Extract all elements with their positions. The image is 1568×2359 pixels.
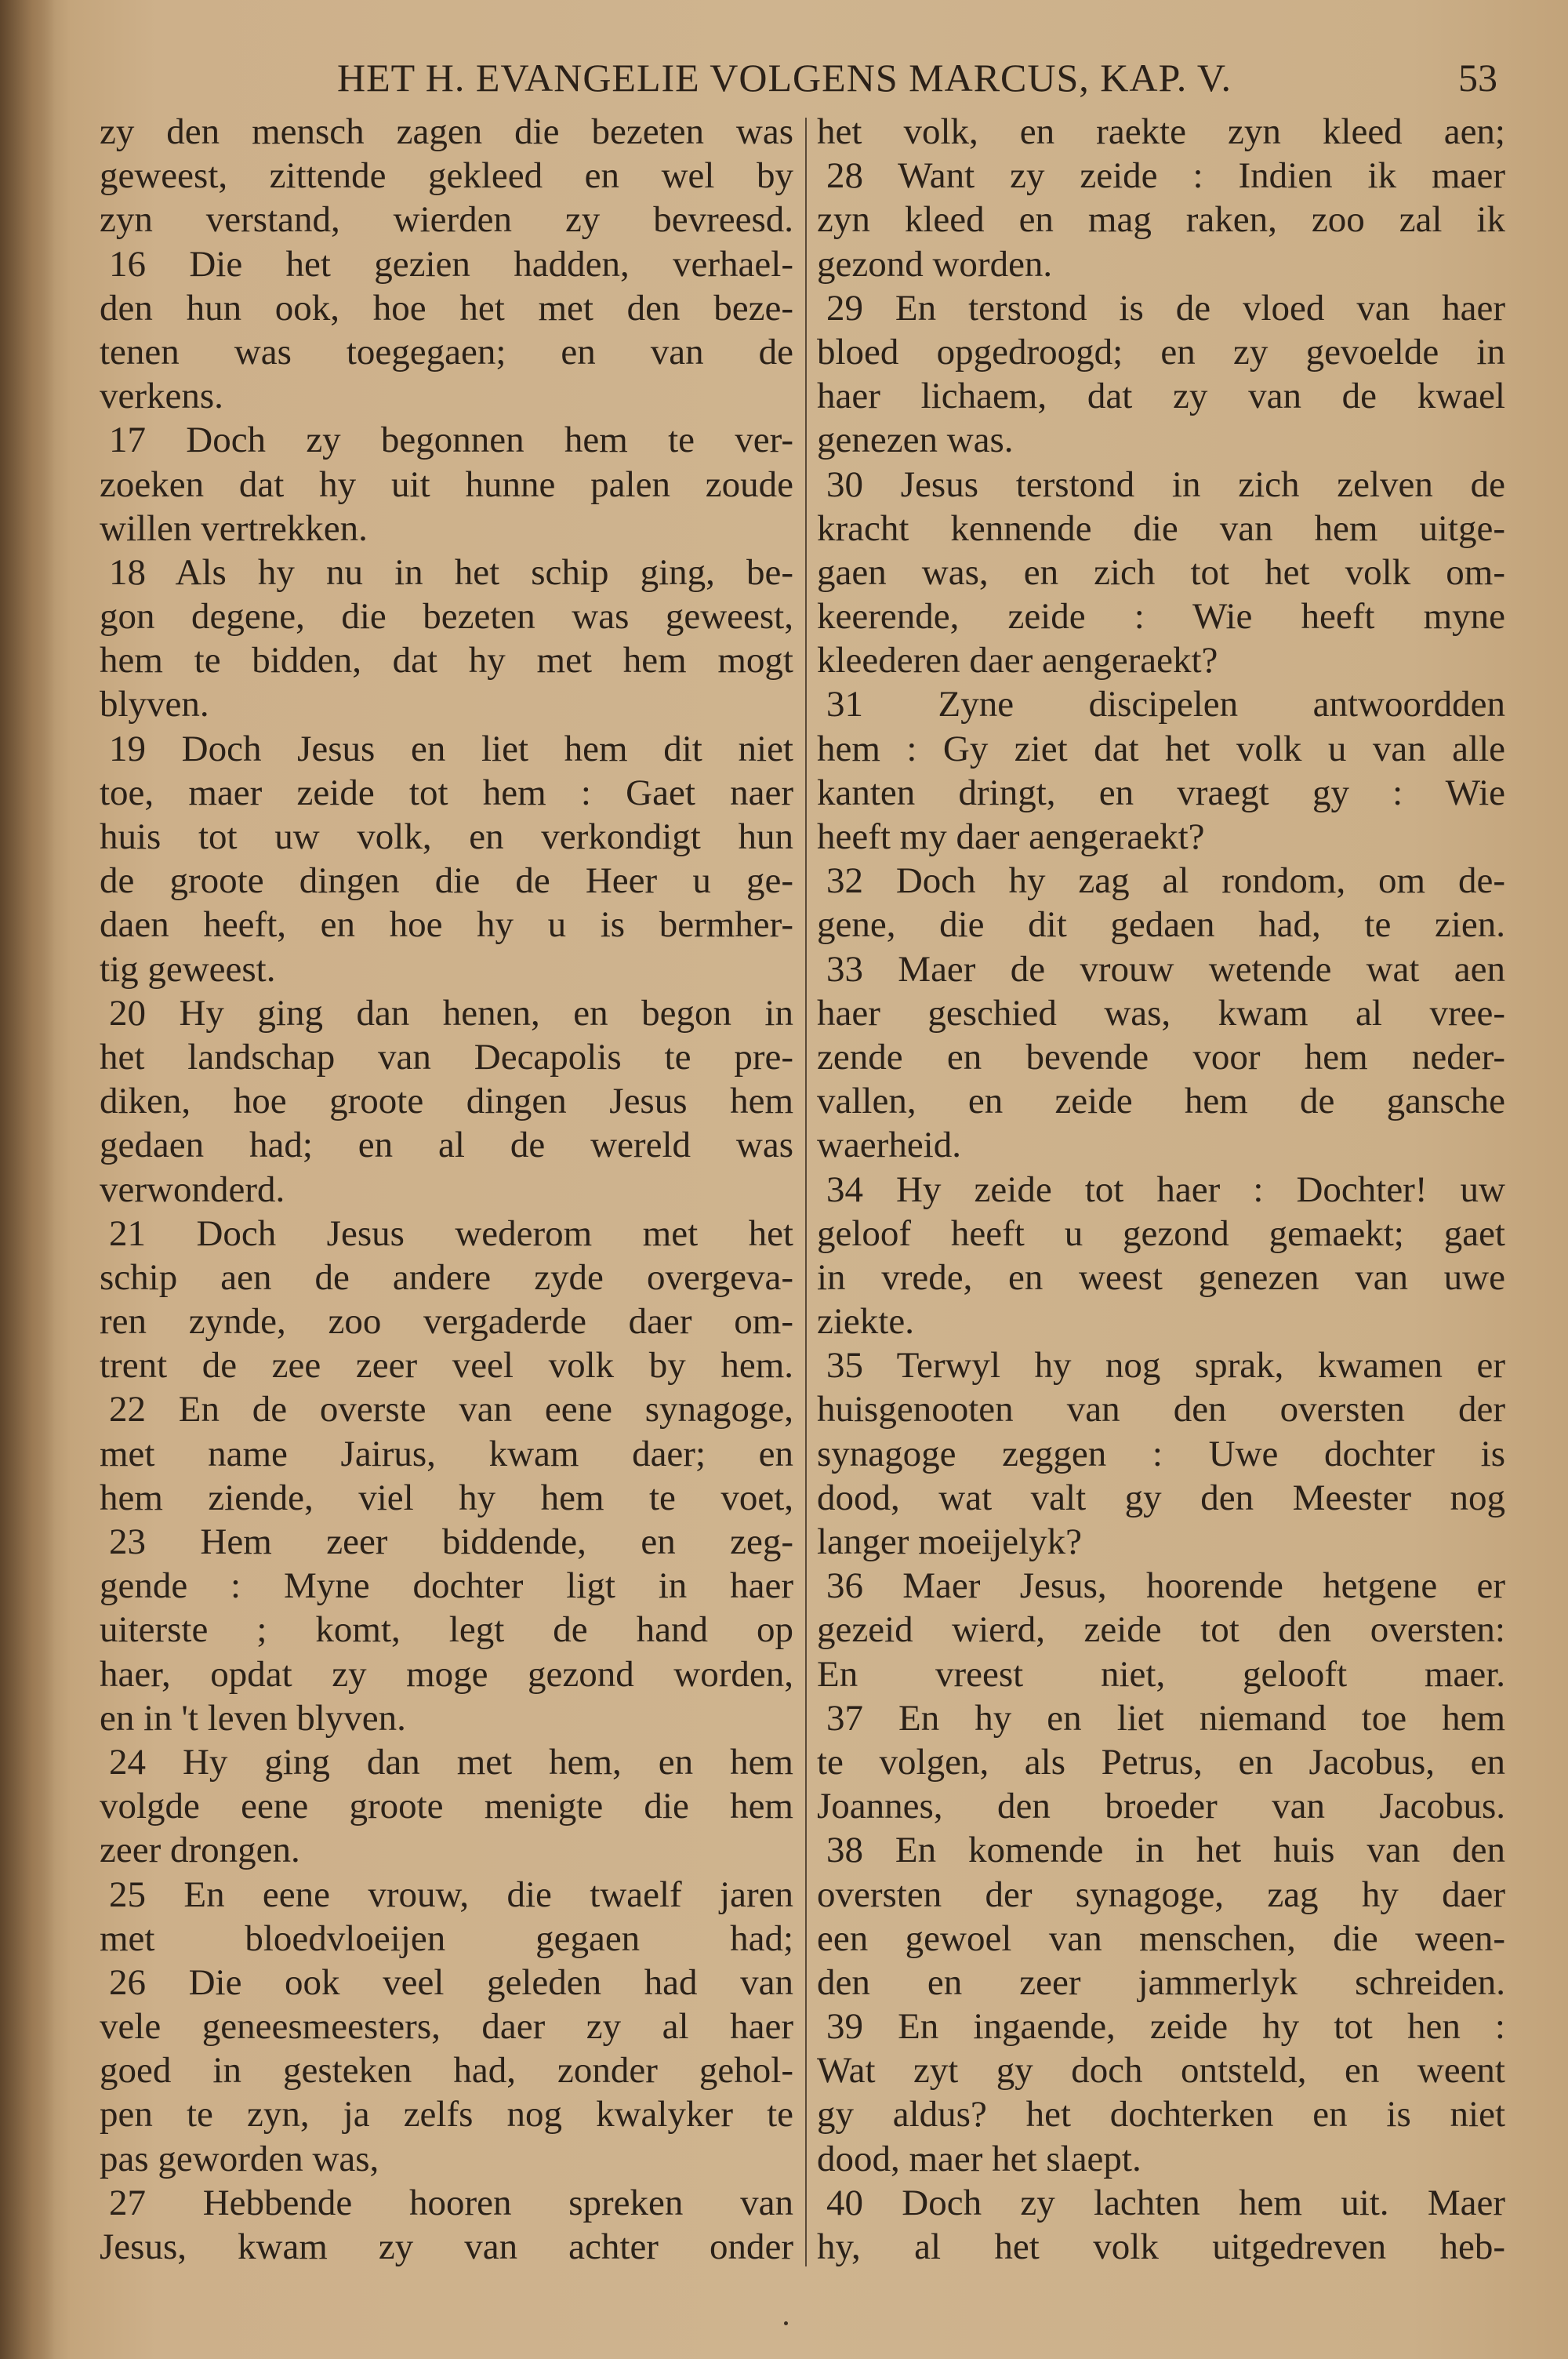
text-line: pas geworden was,: [100, 2138, 379, 2179]
text-line: 37 En hy en liet niemand toe hem: [826, 1697, 1505, 1739]
text-line: blyven.: [100, 684, 209, 725]
text-line: hy, al het volk uitgedreven heb-: [817, 2226, 1505, 2267]
text-line: huis tot uw volk, en verkondigt hun: [100, 816, 793, 857]
text-line: daen heeft, en hoe hy u is bermher-: [100, 904, 793, 946]
text-line: pen te zyn, ja zelfs nog kwalyker te: [100, 2094, 793, 2135]
text-line: vele geneesmeesters, daer zy al haer: [100, 2006, 793, 2048]
page-number: 53: [1458, 56, 1497, 100]
text-line: zeer drongen.: [100, 1830, 300, 1871]
text-line: 34 Hy zeide tot haer : Dochter! uw: [826, 1169, 1505, 1210]
text-line: Joannes, den broeder van Jacobus.: [817, 1786, 1505, 1827]
text-line: 40 Doch zy lachten hem uit. Maer: [826, 2182, 1505, 2223]
text-line: geweest, zittende gekleed en wel by: [100, 155, 793, 197]
text-line: 29 En terstond is de vloed van haer: [826, 287, 1505, 329]
text-line: 24 Hy ging dan met hem, en hem: [109, 1741, 793, 1783]
text-line: den en zeer jammerlyk schreiden.: [817, 1961, 1505, 2003]
text-line: 33 Maer de vrouw wetende wat aen: [826, 948, 1505, 990]
text-line: geloof heeft u gezond gemaekt; gaet: [817, 1212, 1505, 1254]
text-line: 30 Jesus terstond in zich zelven de: [826, 463, 1505, 505]
text-line: langer moeijelyk?: [817, 1521, 1082, 1562]
text-line: kanten dringt, en vraegt gy : Wie: [817, 772, 1505, 813]
text-line: keerende, zeide : Wie heeft myne: [817, 596, 1505, 638]
text-line: willen vertrekken.: [100, 507, 368, 549]
text-line: met bloedvloeijen gegaen had;: [100, 1917, 793, 1959]
text-line: diken, hoe groote dingen Jesus hem: [100, 1081, 793, 1122]
text-line: 36 Maer Jesus, hoorende hetgene er: [826, 1565, 1505, 1607]
text-line: 27 Hebbende hooren spreken van: [109, 2182, 793, 2223]
text-line: haer lichaem, dat zy van de kwael: [817, 376, 1505, 417]
text-line: kleederen daer aengeraekt?: [817, 640, 1218, 682]
text-line: toe, maer zeide tot hem : Gaet naer: [100, 772, 793, 813]
text-line: zende en bevende voor hem neder-: [817, 1036, 1505, 1078]
text-line: zyn kleed en mag raken, zoo zal ik: [817, 199, 1505, 241]
text-line: hem : Gy ziet dat het volk u van alle: [817, 728, 1505, 769]
text-line: dood, maer het slaept.: [817, 2138, 1142, 2179]
text-line: 35 Terwyl hy nog sprak, kwamen er: [826, 1345, 1505, 1387]
text-line: hem ziende, viel hy hem te voet,: [100, 1477, 793, 1518]
text-line: trent de zee zeer veel volk by hem.: [100, 1345, 793, 1387]
text-line: 26 Die ook veel geleden had van: [109, 1961, 793, 2003]
text-line: dood, wat valt gy den Meester nog: [817, 1477, 1505, 1518]
running-title: HET H. EVANGELIE VOLGENS MARCUS, KAP. V.: [337, 56, 1232, 100]
text-line: gezeid wierd, zeide tot den oversten:: [817, 1609, 1505, 1651]
text-line: oversten der synagoge, zag hy daer: [817, 1874, 1505, 1915]
text-line: waerheid.: [817, 1125, 961, 1166]
text-line: 19 Doch Jesus en liet hem dit niet: [109, 728, 793, 769]
text-line: goed in gesteken had, zonder gehol-: [100, 2050, 793, 2092]
text-line: En vreest niet, gelooft maer.: [817, 1653, 1505, 1695]
text-line: kracht kennende die van hem uitge-: [817, 507, 1505, 549]
text-line: 20 Hy ging dan henen, en begon in: [109, 992, 793, 1034]
text-line: 23 Hem zeer biddende, en zeg-: [109, 1521, 793, 1562]
text-line: zy den mensch zagen die bezeten was: [100, 111, 793, 152]
right-text-column: [817, 110, 1505, 2269]
text-line: de groote dingen die de Heer u ge-: [100, 860, 793, 902]
text-line: met name Jairus, kwam daer; en: [100, 1433, 793, 1474]
text-line: haer geschied was, kwam al vree-: [817, 992, 1505, 1034]
text-line: uiterste ; komt, legt de hand op: [100, 1609, 793, 1651]
text-line: 31 Zyne discipelen antwoordden: [826, 684, 1505, 725]
text-line: hem te bidden, dat hy met hem mogt: [100, 640, 793, 682]
text-line: Wat zyt gy doch ontsteld, en weent: [817, 2050, 1505, 2092]
text-line: gedaen had; en al de wereld was: [100, 1125, 793, 1166]
text-line: ren zynde, zoo vergaderde daer om-: [100, 1301, 793, 1343]
text-line: 16 Die het gezien hadden, verhael-: [109, 243, 793, 285]
text-line: Jesus, kwam zy van achter onder: [100, 2226, 793, 2267]
text-line: gon degene, die bezeten was geweest,: [100, 596, 793, 638]
text-line: ziekte.: [817, 1301, 914, 1343]
text-line: 18 Als hy nu in het schip ging, be-: [109, 551, 793, 593]
text-line: het landschap van Decapolis te pre-: [100, 1036, 793, 1078]
left-text-column: [100, 110, 793, 2269]
text-line: 39 En ingaende, zeide hy tot hen :: [826, 2006, 1505, 2048]
text-line: den hun ook, hoe het met den beze-: [100, 287, 793, 329]
text-line: het volk, en raekte zyn kleed aen;: [817, 111, 1505, 152]
text-line: huisgenooten van den oversten der: [817, 1389, 1505, 1430]
text-line: in vrede, en weest genezen van uwe: [817, 1256, 1505, 1298]
text-line: schip aen de andere zyde overgeva-: [100, 1256, 793, 1298]
text-line: bloed opgedroogd; en zy gevoelde in: [817, 331, 1505, 373]
text-line: verkens.: [100, 376, 223, 417]
text-line: te volgen, als Petrus, en Jacobus, en: [817, 1741, 1505, 1783]
text-line: heeft my daer aengeraekt?: [817, 816, 1205, 857]
text-line: synagoge zeggen : Uwe dochter is: [817, 1433, 1505, 1474]
text-line: 25 En eene vrouw, die twaelf jaren: [109, 1874, 793, 1915]
running-header: [337, 55, 1497, 110]
text-line: gezond worden.: [817, 243, 1053, 285]
text-line: en in 't leven blyven.: [100, 1697, 406, 1739]
book-gutter-shadow: [0, 0, 55, 2359]
text-line: tig geweest.: [100, 948, 276, 990]
text-line: genezen was.: [817, 420, 1014, 461]
text-line: gene, die dit gedaen had, te zien.: [817, 904, 1505, 946]
text-line: een gewoel van menschen, die ween-: [817, 1917, 1505, 1959]
text-line: 17 Doch zy begonnen hem te ver-: [109, 420, 793, 461]
text-line: vallen, en zeide hem de gansche: [817, 1081, 1505, 1122]
text-line: 21 Doch Jesus wederom met het: [109, 1212, 793, 1254]
text-line: gaen was, en zich tot het volk om-: [817, 551, 1505, 593]
text-line: tenen was toegegaen; en van de: [100, 331, 793, 373]
column-divider: [805, 118, 807, 2266]
text-line: 32 Doch hy zag al rondom, om de-: [826, 860, 1505, 902]
text-line: haer, opdat zy moge gezond worden,: [100, 1653, 793, 1695]
text-line: zoeken dat hy uit hunne palen zoude: [100, 463, 793, 505]
text-line: 22 En de overste van eene synagoge,: [109, 1389, 793, 1430]
text-line: 38 En komende in het huis van den: [826, 1830, 1505, 1871]
text-line: volgde eene groote menigte die hem: [100, 1786, 793, 1827]
page-mark: [784, 2321, 788, 2325]
text-line: zyn verstand, wierden zy bevreesd.: [100, 199, 793, 241]
text-line: 28 Want zy zeide : Indien ik maer: [826, 155, 1505, 197]
text-line: gy aldus? het dochterken en is niet: [817, 2094, 1505, 2135]
text-line: verwonderd.: [100, 1169, 285, 1210]
text-line: gende : Myne dochter ligt in haer: [100, 1565, 793, 1607]
